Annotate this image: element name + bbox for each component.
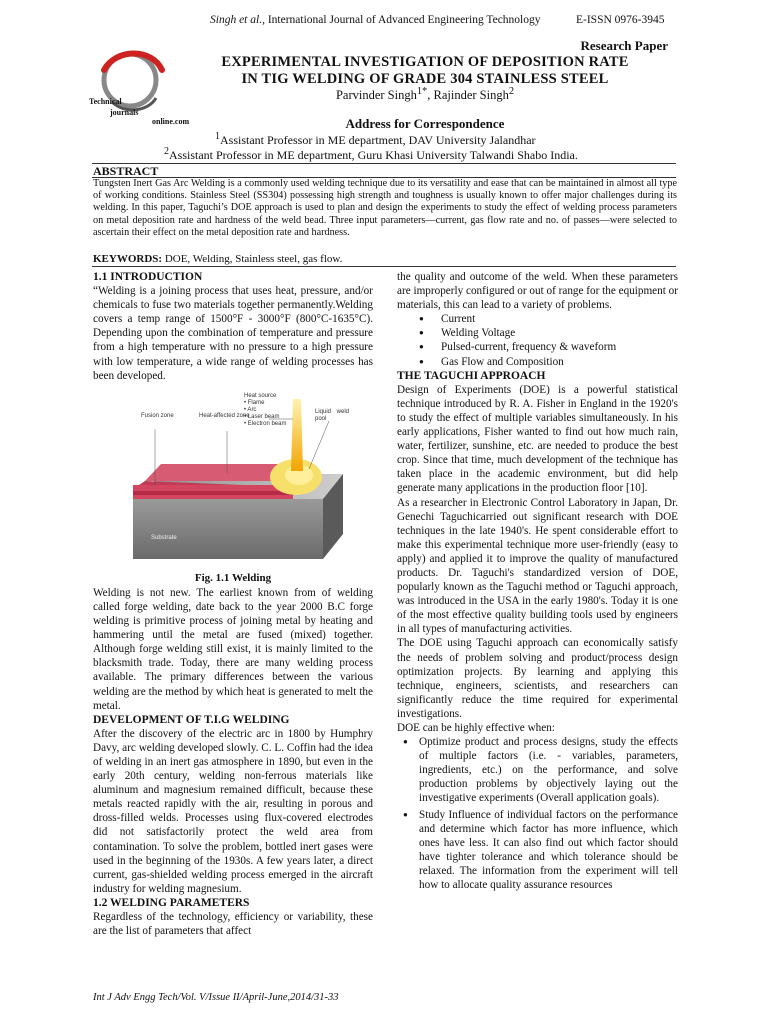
list-item: ● Gas Flow and Composition — [419, 355, 678, 369]
author-separator: , — [427, 88, 434, 103]
address-heading: Address for Correspondence — [345, 116, 505, 131]
history-paragraph: Welding is not new. The earliest known from of welding called forge welding, date back to the year 2000 B.C forge welding is primitive process of joining metal by heating and hammering until the metal are fused (mixed) together. Although forge welding still exist, it is mainly limited to the blacksmith trade. Today, there are many welding process available. The primary differences between the various welding are the method by which heat is generated to melt the metal. — [93, 586, 373, 712]
header-journal: International Journal of Advanced Engineering Technology — [264, 14, 541, 26]
tig-paragraph: After the discovery of the electric arc in 1800 by Humphry Davy, arc welding developed slowly. C. L. Coffin had the idea of welding in an inert gas atmosphere in 1890, but even in the early 20th century, welding non-ferrous materials like aluminum and magnesium remained difficult, because these metals reacted rapidly with the air, resulting in porous and dross-filled welds. Processes using flux-covered electrodes did not satisfactorily protect the weld area from contamination. To solve the problem, bottled inert gases were used in the beginning of the 1930s. A few years later, a direct current, gas-shielded welding process emerged in the aircraft industry for welding magnesium. — [93, 727, 373, 895]
divider — [92, 266, 676, 267]
effective-intro: DOE can be highly effective when: — [397, 722, 555, 734]
paper-title — [170, 54, 680, 88]
keywords — [93, 253, 677, 265]
affiliation-2-text: Assistant Professor in ME department, Guru Khasi University Talwandi Shabo India. — [169, 148, 578, 162]
doe-paragraph: Design of Experiments (DOE) is a powerful statistical technique introduced by R. A. Fisher in England in the 1920's to study the effect of multiple variables simultaneously. In his early applications, Fisher wanted to find out how much rain, water, fertilizer, sunshine, etc. are needed to produce the best crop. Since that time, much development of the technique has taken place in the academic environment, but did help generate many applications in the production floor [10]. — [397, 383, 678, 495]
welding-figure — [93, 389, 373, 569]
affiliation-1-marker: 1 — [215, 131, 220, 142]
paper-type: Research Paper — [580, 38, 668, 53]
author-1: Parvinder Singh — [335, 88, 417, 103]
economics-paragraph: The DOE using Taguchi approach can economically satisfy the needs of problem solving and product/process design optimization projects. By learning and applying this technique, engineers, scientists, and researchers can significantly reduce the time required for experimental investigations. — [397, 637, 678, 720]
header-citation — [210, 14, 541, 26]
label-weld-pool: Liquid weld pool — [315, 408, 349, 422]
logo-text-online: online.com — [152, 117, 190, 126]
header-authors: Singh et al., — [210, 14, 265, 26]
affiliation-1-text: Assistant Professor in ME department, DAV University Jalandhar — [220, 133, 536, 147]
author-2-marker: 2 — [508, 86, 515, 97]
abstract-body: Tungsten Inert Gas Arc Welding is a commonly used welding technique due to its versatility and ease that can be maintained in almost all type of working conditions. Stainless Steel (SS304) possessing high strength and toughness is usually known to offer major challenges during its welding. In this paper, Taguchi’s DOE approach is used to plan and design the experiments to study the effect of welding process parameters on metal deposition rate and hardness of the weld bead. Three input parameters—current, gas flow rate and no. of passes—were selected to ascertain their effect on the metal deposition rate and hardness. — [93, 178, 677, 238]
right-column — [397, 270, 678, 894]
label-arc: • Arc — [244, 406, 257, 413]
list-item: ● Current — [419, 312, 678, 326]
divider — [92, 163, 676, 164]
intro-paragraph: “Welding is a joining process that uses heat, pressure, and/or chemicals to fuse two materials together permanently.Welding covers a temp range of 1500°F - 3000°F (800°C-1635°C). Depending upon the combination of temperature and pressure from a high temperature with no pressure to a high pressure with low temperature, a wide range of welding processes has been developed. — [93, 285, 373, 382]
heat-beam — [291, 399, 303, 471]
parameters-continued-paragraph: the quality and outcome of the weld. When these parameters are improperly configured or out of range for the equipment or materials, this can lead to a variety of problems. — [397, 271, 678, 312]
affiliation-2-marker: 2 — [164, 146, 169, 157]
list-item: ● Optimize product and process designs, study the effects of multiple factors (i.e. - variables, parameters, ingredients, etc.) on the performance, and solve production problems by objectively laying out the investigative experiments (Overall application goals). — [399, 735, 678, 805]
section-heading-introduction: 1.1 INTRODUCTION — [93, 271, 203, 283]
keywords-text: DOE, Welding, Stainless steel, gas flow. — [162, 253, 343, 265]
section-heading-parameters: 1.2 WELDING PARAMETERS — [93, 896, 250, 909]
section-heading-tig: DEVELOPMENT OF T.I.G WELDING — [93, 713, 290, 726]
affiliation-2 — [164, 146, 768, 163]
section-heading-taguchi: THE TAGUCHI APPROACH — [397, 369, 546, 382]
label-laser: • Laser beam — [244, 413, 280, 420]
keywords-label: KEYWORDS: — [93, 253, 163, 265]
left-column — [93, 270, 373, 938]
taguchi-paragraph: As a researcher in Electronic Control Laboratory in Japan, Dr. Genechi Taguchicarried out significant research with DOE techniques in the late 1940's. He spent considerable effort to make this experimental technique more user-friendly (easy to apply) and applied it to improve the quality of manufactured products. Dr. Taguchi's standardized version of DOE, popularly known as the Taguchi method or Taguchi approach, was introduced in the USA in the early 1980's. Today it is one of the most effective quality building tools used by engineers in all types of manufacturing activities. — [397, 496, 678, 636]
list-item: ● Pulsed-current, frequency & waveform — [419, 340, 678, 354]
parameters-paragraph: Regardless of the technology, efficiency or variability, these are the list of parameters that affect — [93, 911, 373, 938]
header-issn: E-ISSN 0976-3945 — [576, 14, 665, 26]
logo-text-journals: journals — [110, 108, 139, 117]
parameter-list — [397, 312, 678, 368]
page-footer: Int J Adv Engg Tech/Vol. V/Issue II/April-June,2014/31-33 — [93, 992, 339, 1003]
title-line-1: EXPERIMENTAL INVESTIGATION OF DEPOSITION RATE — [221, 54, 629, 70]
label-flame: • Flame — [244, 399, 265, 406]
abstract-heading: ABSTRACT — [93, 164, 159, 178]
label-heat-source: Heat source — [244, 392, 277, 399]
title-line-2: IN TIG WELDING OF GRADE 304 STAINLESS STEEL — [241, 71, 609, 87]
logo-text-technical: Technical — [89, 97, 122, 106]
fusion-core — [133, 491, 293, 495]
list-item: ● Study Influence of individual factors on the performance and determine which factor has more influence, which ones have less. It can also find out which factor should have tighter tolerance and which tolerance should be relaxed. The information from the experiment will tell how to allocate quality assurance resources — [399, 808, 678, 893]
author-list — [170, 86, 680, 103]
effective-list — [397, 735, 678, 892]
label-substrate: Substrate — [151, 534, 177, 541]
substrate-front — [133, 499, 323, 559]
label-fusion-zone: Fusion zone — [141, 412, 174, 419]
label-heat-affected-zone: Heat-affected zone — [199, 412, 250, 419]
label-electron-beam: • Electron beam — [244, 420, 287, 427]
figure-caption: Fig. 1.1 Welding — [194, 571, 272, 584]
list-item: ● Welding Voltage — [419, 326, 678, 340]
author-2: Rajinder Singh — [433, 88, 509, 103]
author-1-marker: 1* — [416, 86, 428, 97]
